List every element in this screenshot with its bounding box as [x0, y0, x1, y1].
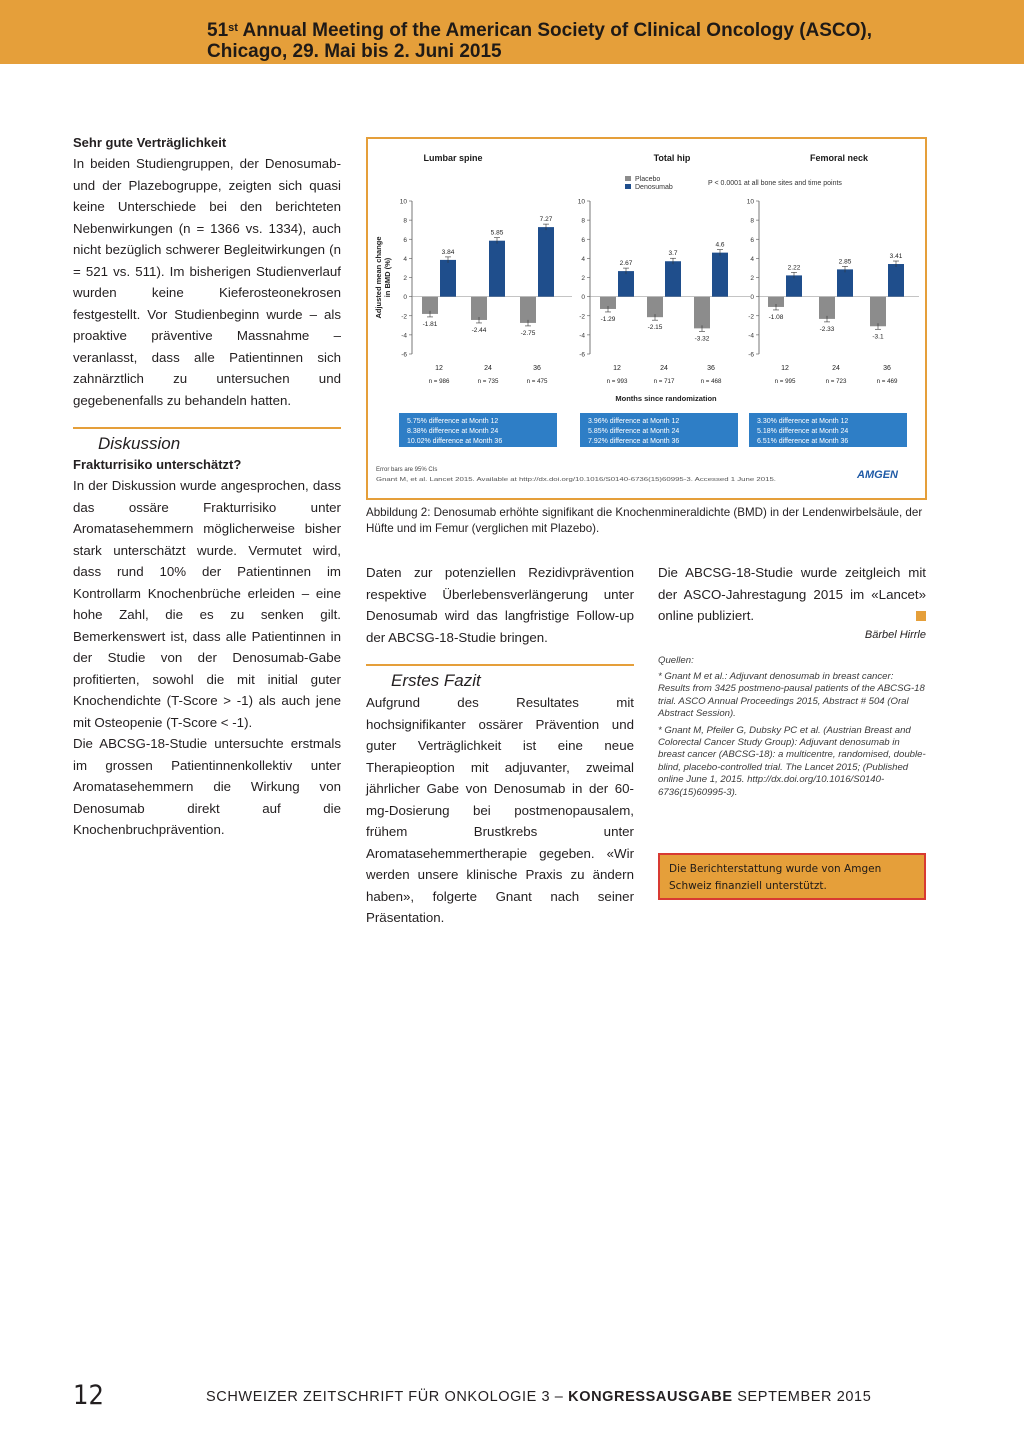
y-tick-label: 0	[403, 294, 407, 302]
error-bars-note: Error bars are 95% CIs	[376, 467, 438, 473]
y-tick-label: 2	[581, 275, 585, 282]
data-label-denosumab: 2.22	[787, 264, 801, 272]
data-label-placebo: -1.08	[768, 313, 784, 321]
paragraph-conclusion: Aufgrund des Resultates mit hochsignifikanter ossärer Prävention und guter Verträglichkeit ist eine neue Therapieoption mit adjuvanter, zweimal jährlicher Gabe von Denosumab in der 60-mg-Dosierung bei postmenopausalem, frühem Brustkrebs unter Aromatasehemmertherapie gegeben. «Wir werden unsere klinische Praxis zu ändern haben», folgerte Gnant nach seiner Präsentation.	[366, 695, 634, 925]
data-label-placebo: -3.1	[872, 333, 884, 341]
y-tick-label: -2	[579, 313, 585, 321]
difference-text: 10.02% difference at Month 36	[407, 438, 503, 445]
page-number: 12	[73, 1380, 104, 1411]
legend-swatch-placebo	[625, 176, 631, 181]
data-label-denosumab: 3.7	[668, 250, 678, 258]
y-tick-label: -6	[579, 351, 585, 359]
n-label: n = 717	[653, 378, 675, 385]
source-item: * Gnant M, Pfeiler G, Dubsky PC et al. (Austrian Breast and Colorectal Cancer Study Group): Adjuvant denosumab in breast cancer (ABCSG-18): a multicentre, randomised, double-blind, placebo-controlled trial. The Lancet 2015; (Published online June 1, 2015. http://dx.doi.org/10.1016/S0140-6736(15)60995-3).	[658, 724, 926, 798]
header-title: 51st Annual Meeting of the American Society of Clinical Oncology (ASCO), Chicago, 29. Mai bis 2. Juni 2015	[207, 20, 873, 62]
n-label: n = 993	[606, 378, 628, 385]
data-label-placebo: -1.29	[600, 315, 616, 323]
difference-text: 3.96% difference at Month 12	[588, 418, 680, 425]
y-tick-label: 8	[750, 217, 754, 225]
source-item: * Gnant M et al.: Adjuvant denosumab in breast cancer: Results from 3425 postmeno-pausal patients of the ABCSG-18 trial. ASCO Annual Proceedings 2015, Abstract # 504 (Oral Abstract Session).	[658, 670, 925, 720]
end-mark-icon	[916, 611, 926, 621]
data-label-denosumab: 2.67	[619, 260, 633, 268]
data-label-denosumab: 5.85	[490, 229, 504, 237]
data-label-denosumab: 7.27	[539, 216, 553, 224]
data-label-denosumab: 3.41	[889, 253, 903, 261]
data-label-placebo: -2.33	[819, 325, 835, 333]
n-label: n = 475	[526, 378, 548, 385]
y-tick-label: 10	[577, 198, 585, 206]
y-tick-label: 2	[403, 275, 407, 282]
y-tick-label: 6	[750, 236, 754, 244]
y-tick-label: 2	[750, 275, 754, 282]
paragraph-fracture: In der Diskussion wurde angesprochen, dass das ossäre Frakturrisiko unter Aromatasehemmern möglicherweise bisher stark unterschätzt wurde. Vermutet wird, dass rund 10% der Patientinnen im Kontrollarm Knochenbrüche erleiden – eine hohe Zahl, die es zu senken gilt. Bemerkenswert ist, dass alle Patientinnen in der Studie von der Denosumab-Gabe profitierten, sowohl die mit initial guter Knochendichte (T-Score > -1) als auch jene mit Osteopenie (T-Score < -1).	[73, 478, 341, 730]
x-tick-label: 12	[435, 365, 443, 372]
y-tick-label: 10	[399, 198, 407, 206]
x-tick-label: 24	[660, 365, 668, 372]
data-label-placebo: -3.32	[694, 335, 710, 343]
figure-bmd-chart	[366, 137, 927, 500]
y-axis-label: Adjusted mean change	[374, 236, 383, 319]
y-tick-label: -2	[748, 313, 754, 321]
bar-placebo	[819, 297, 835, 319]
y-tick-label: -6	[748, 351, 754, 359]
x-tick-label: 36	[707, 365, 715, 372]
sources	[658, 655, 926, 799]
p-value-note: P < 0.0001 at all bone sites and time points	[708, 180, 842, 187]
data-label-denosumab: 2.85	[838, 258, 852, 266]
column-right	[658, 562, 926, 803]
y-tick-label: 0	[581, 294, 585, 302]
y-tick-label: 4	[403, 255, 407, 263]
x-tick-label: 36	[883, 365, 891, 372]
panel-title: Femoral neck	[809, 153, 869, 163]
difference-text: 7.92% difference at Month 36	[588, 438, 680, 445]
bar-denosumab	[786, 275, 802, 296]
section-title-conclusion: Erstes Fazit	[391, 671, 481, 690]
difference-text: 5.18% difference at Month 24	[757, 428, 849, 435]
difference-text: 8.38% difference at Month 24	[407, 428, 499, 435]
column-left	[73, 133, 341, 841]
y-tick-label: -2	[401, 313, 407, 321]
bar-denosumab	[618, 271, 634, 297]
bar-denosumab	[538, 227, 554, 297]
x-tick-label: 12	[781, 365, 789, 372]
data-label-placebo: -2.75	[520, 329, 536, 337]
bar-denosumab	[888, 264, 904, 297]
figure-caption: Abbildung 2: Denosumab erhöhte signifikant die Knochenmineraldichte (BMD) in der Lendenwirbelsäule, der Hüfte und im Femur (verglichen mit Plazebo).	[366, 506, 923, 535]
legend-label-denosumab: Denosumab	[635, 184, 673, 191]
data-label-placebo: -2.15	[647, 324, 663, 332]
y-tick-label: 0	[750, 294, 754, 302]
difference-text: 3.30% difference at Month 12	[757, 418, 849, 425]
y-tick-label: 4	[581, 255, 585, 263]
n-label: n = 735	[477, 378, 499, 385]
source-note: Gnant M, et al. Lancet 2015. Available at http://dx.doi.org/10.1016/S0140-6736(15)60995-3. Accessed 1 June 2015.	[376, 477, 776, 483]
bmd-bar-charts	[368, 139, 925, 498]
panel-title: Total hip	[653, 153, 691, 163]
n-label: n = 468	[700, 378, 722, 385]
data-label-denosumab: 4.6	[715, 241, 725, 249]
y-tick-label: 8	[403, 217, 407, 225]
x-tick-label: 12	[613, 365, 621, 372]
y-axis-label-unit: in BMD (%)	[383, 257, 392, 298]
bar-placebo	[520, 297, 536, 323]
bar-placebo	[870, 297, 886, 327]
difference-text: 5.85% difference at Month 24	[588, 428, 680, 435]
x-tick-label: 24	[832, 365, 840, 372]
legend-swatch-denosumab	[625, 184, 631, 189]
n-label: n = 723	[825, 378, 847, 385]
section-title-discussion: Diskussion	[98, 434, 181, 453]
section-rule	[366, 664, 634, 666]
bar-placebo	[471, 297, 487, 320]
paragraph-lancet: Die ABCSG-18-Studie wurde zeitgleich mit der ASCO-Jahrestagung 2015 im «Lancet» online publiziert.	[658, 565, 926, 623]
sponsor-note: Die Berichterstattung wurde von Amgen Schweiz finanziell unterstützt.	[658, 853, 926, 900]
y-tick-label: 4	[750, 255, 754, 263]
paragraph-abcsg: Die ABCSG-18-Studie untersuchte erstmals im grossen Patientinnenkollektiv unter Aromatasehemmern die Wirkung von Denosumab direkt auf die Knochenbruchprävention.	[73, 736, 341, 837]
x-tick-label: 24	[484, 365, 492, 372]
data-label-placebo: -1.81	[422, 320, 438, 328]
column-middle	[366, 562, 634, 929]
n-label: n = 995	[774, 378, 796, 385]
bar-denosumab	[489, 241, 505, 297]
difference-text: 5.75% difference at Month 12	[407, 418, 499, 425]
sources-label: Quellen:	[658, 654, 694, 666]
y-tick-label: -4	[748, 332, 754, 340]
y-tick-label: -4	[401, 332, 407, 340]
bar-denosumab	[837, 269, 853, 296]
x-tick-label: 36	[533, 365, 541, 372]
legend-label-placebo: Placebo	[635, 176, 661, 183]
panel-title: Lumbar spine	[423, 153, 483, 163]
y-tick-label: 10	[746, 198, 754, 206]
x-axis-label: Months since randomization	[615, 394, 717, 403]
y-tick-label: 6	[581, 236, 585, 244]
section-rule	[73, 427, 341, 429]
subheading-tolerability: Sehr gute Verträglichkeit	[73, 135, 227, 150]
y-tick-label: -6	[401, 351, 407, 359]
paragraph-tolerability: In beiden Studiengruppen, der Denosumab- und der Plazebogruppe, zeigten sich quasi keine Unterschiede bei den berichteten Nebenwirkungen (n = 1366 vs. 1334), auch nicht bezüglich schwerer Begleitwirkungen (n = 521 vs. 511). Im bisherigen Studienverlauf wurden keine Kieferosteonekrosen festgestellt. Vor Studienbeginn wurde – als proaktive präventive Massnahme – veranlasst, dass alle Patientinnen sich zahnärztlich zu untersuchen und gegebenenfalls zu behandeln hatten.	[73, 156, 341, 408]
subheading-fracture: Frakturrisiko unterschätzt?	[73, 457, 242, 472]
bar-placebo	[647, 297, 663, 318]
n-label: n = 469	[876, 378, 898, 385]
bar-denosumab	[665, 261, 681, 296]
n-label: n = 986	[428, 378, 450, 385]
author: Bärbel Hirrle	[864, 628, 926, 641]
y-tick-label: 6	[403, 236, 407, 244]
bar-denosumab	[712, 253, 728, 297]
paragraph-followup: Daten zur potenziellen Rezidivprävention respektive Überlebensverlängerung unter Denosumab wird das langfristige Follow-up der ABCSG-18-Studie bringen.	[366, 565, 634, 645]
journal-footer: SCHWEIZER ZEITSCHRIFT FÜR ONKOLOGIE 3 – KONGRESSAUSGABE SEPTEMBER 2015	[206, 1389, 872, 1405]
difference-text: 6.51% difference at Month 36	[757, 438, 849, 445]
amgen-logo: AMGEN	[857, 469, 898, 481]
y-tick-label: 8	[581, 217, 585, 225]
bar-denosumab	[440, 260, 456, 297]
y-tick-label: -4	[579, 332, 585, 340]
data-label-denosumab: 3.84	[441, 248, 455, 256]
data-label-placebo: -2.44	[471, 326, 487, 334]
bar-placebo	[694, 297, 710, 329]
